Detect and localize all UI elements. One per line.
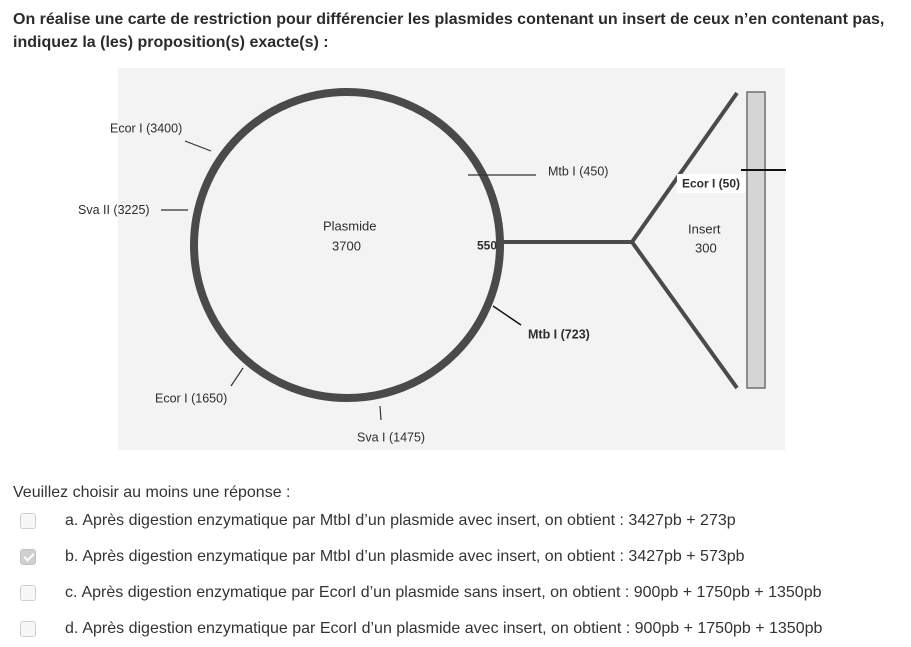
insert-label: Insert [688, 221, 721, 237]
option-a-label [65, 511, 736, 531]
option-text: Après digestion enzymatique par MtbI d’un plasmide avec insert, on obtient : 3427pb + 573pb [82, 548, 745, 565]
restriction-map-diagram [0, 60, 911, 460]
answer-options [0, 503, 911, 647]
option-text: Après digestion enzymatique par EcorI d’un plasmide avec insert, on obtient : 900pb + 1750pb + 1350pb [82, 620, 823, 637]
option-a-checkbox[interactable] [20, 513, 36, 529]
option-c[interactable] [0, 575, 911, 611]
option-b-checkbox[interactable] [20, 549, 36, 565]
option-text: Après digestion enzymatique par MtbI d’un plasmide avec insert, on obtient : 3427pb + 273p [82, 512, 736, 529]
option-b[interactable] [0, 539, 911, 575]
option-b-label [65, 547, 745, 567]
option-text: Après digestion enzymatique par EcorI d’un plasmide sans insert, on obtient : 900pb + 1750pb + 1350pb [81, 584, 822, 601]
site-label-sva1-1475: Sva I (1475) [357, 430, 426, 445]
insert-position-label: 550 [477, 238, 498, 253]
insert-bar [747, 92, 765, 388]
site-label-ecor1-1650: Ecor I (1650) [155, 391, 228, 406]
option-letter: c. [65, 584, 78, 601]
answer-prompt: Veuillez choisir au moins une réponse : [13, 484, 291, 501]
option-letter: a. [65, 512, 79, 529]
site-label-mtb1-450: Mtb I (450) [548, 164, 609, 179]
site-label-sva2-3225: Sva II (3225) [78, 203, 150, 217]
question-text: On réalise une carte de restriction pour différencier les plasmides contenant un insert de ceux n’en contenant pas, indiquez la (les) proposition(s) exacte(s) : [13, 11, 885, 51]
option-c-checkbox[interactable] [20, 585, 36, 601]
site-label-ecor1-3400: Ecor I (3400) [110, 121, 183, 136]
plasmid-label: Plasmide [323, 218, 377, 234]
checkmark-icon [23, 550, 34, 561]
option-c-label [65, 583, 822, 603]
site-label-ecor1-50: Ecor I (50) [682, 176, 741, 191]
site-label-mtb1-723: Mtb I (723) [528, 327, 590, 342]
option-d-label [65, 619, 822, 639]
option-letter: b. [65, 548, 79, 565]
insert-size: 300 [695, 240, 717, 256]
option-a[interactable] [0, 503, 911, 539]
option-letter: d. [65, 620, 79, 637]
plasmid-size: 3700 [332, 238, 361, 254]
option-d[interactable] [0, 611, 911, 647]
option-d-checkbox[interactable] [20, 621, 36, 637]
